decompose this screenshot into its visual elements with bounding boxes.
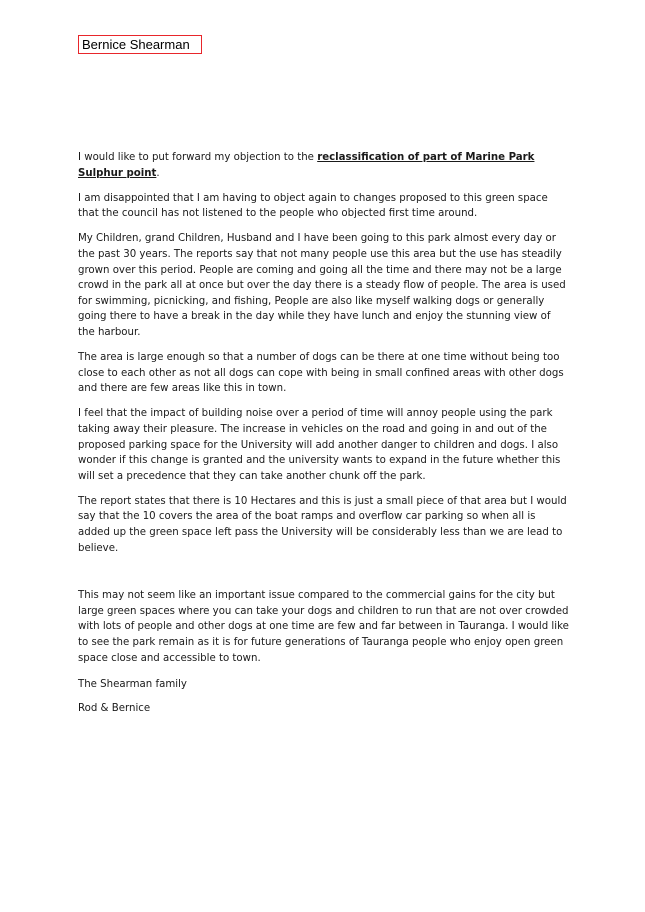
paragraph-dogs: The area is large enough so that a number of dogs can be there at one time without being too close to each other as not all dogs can cope with being in small confined areas with other dogs and there are few areas like this in town.: [78, 352, 564, 395]
author-name-box: [78, 35, 202, 54]
objection-period: .: [156, 167, 160, 179]
signoff-names: Rod & Bernice: [78, 703, 151, 715]
objection-text: I would like to put forward my objection to the: [78, 152, 318, 163]
author-name: Bernice Shearman: [82, 37, 190, 52]
letter-body: [78, 150, 570, 676]
paragraph-objection: [78, 150, 570, 181]
paragraph-hectares: The report states that there is 10 Hectares and this is just a small piece of that area but I would say that the 10 covers the area of the boat ramps and overflow car parking so when all is added up the green space left pass the University will be considerably less than we are lead to believe.: [78, 495, 567, 554]
paragraph-green-spaces: This may not seem like an important issue compared to the commercial gains for the city but large green spaces where you can take your dogs and children to run that are not over crowded with lots of people and other dogs at one time are few and far between in Tauranga. I would like to see the park remain as it is for future generations of Tauranga people who enjoy open green space close and accessible to town.: [78, 590, 569, 664]
objection-subject: reclassification of part of Marine Park Sulphur point: [78, 152, 535, 179]
signoff: [78, 677, 187, 725]
paragraph-noise-impact: I feel that the impact of building noise over a period of time will annoy people using the park taking away their pleasure. The increase in vehicles on the road and going in and out of the proposed parking space for the University will add another danger to children and dogs. I also wonder if this change is granted and the university wants to expand in the future whether this will set a precedence that they can take another chunk off the park.: [78, 408, 561, 482]
paragraph-disappointed: I am disappointed that I am having to object again to changes proposed to this green space that the council has not listened to the people who objected first time around.: [78, 192, 548, 220]
signoff-family: The Shearman family: [78, 679, 187, 690]
paragraph-park-usage: My Children, grand Children, Husband and I have been going to this park almost every day or the past 30 years. The reports say that not many people use this area but the use has steadily grown over this period. People are coming and going all the time and there may not be a large crowd in the park all at once but over the day there is a steady flow of people. The area is used for swimming, picnicking, and fishing, People are also like myself walking dogs or generally going there to have a break in the day while they have lunch and enjoy the stunning view of the harbour.: [78, 233, 566, 338]
